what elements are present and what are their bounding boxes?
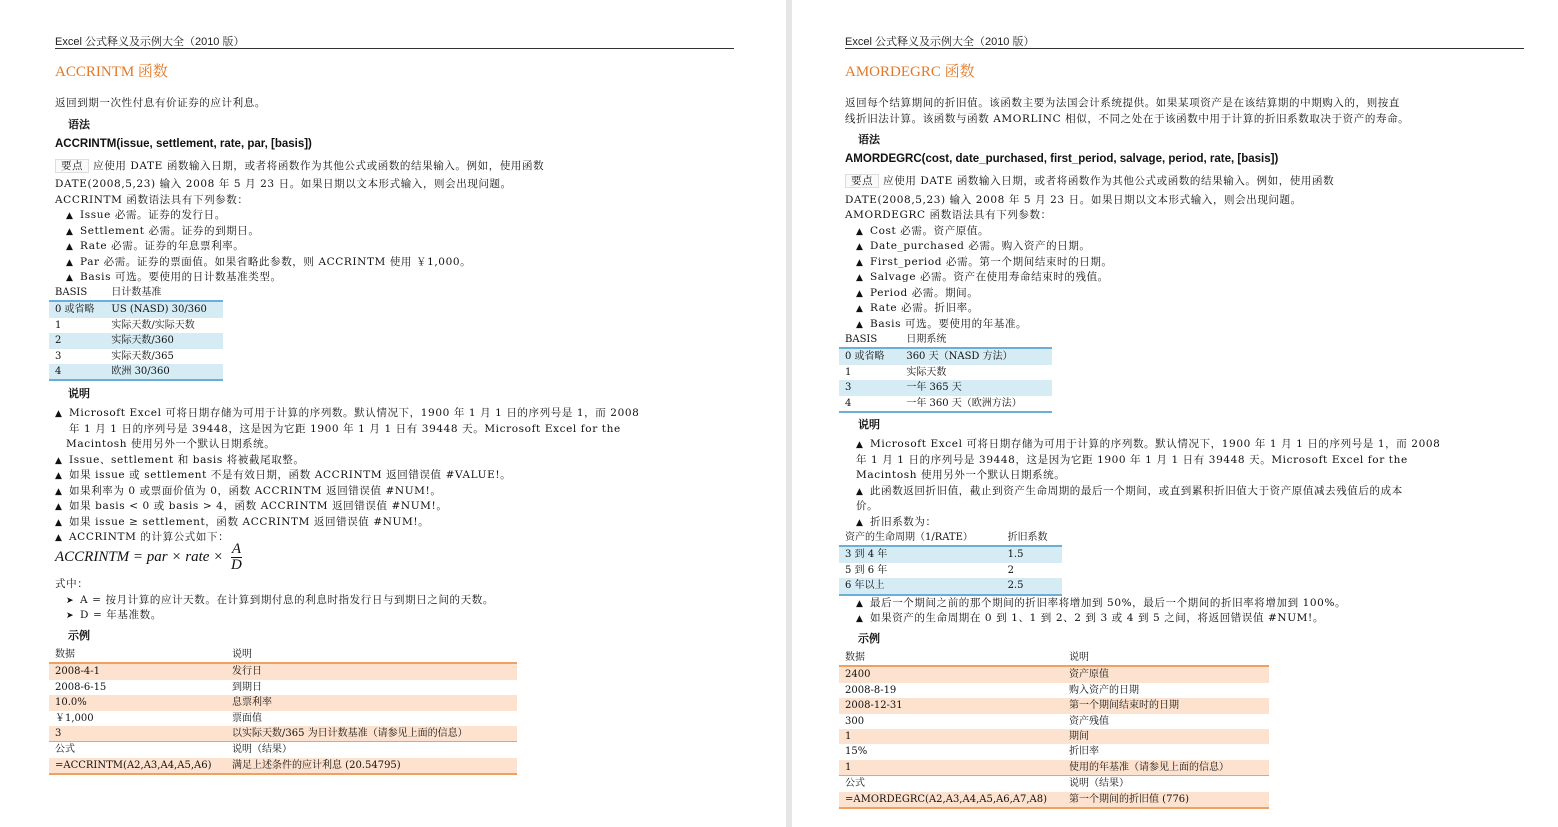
note-item-cont: 年 1 月 1 日的序列号是 39448，这是因为它距 1900 年 1 月 1 日有 39448 天。Microsoft Excel for the <box>856 454 1408 466</box>
table-row: 5 到 6 年 2 <box>845 564 1014 576</box>
note-item: ▲ Microsoft Excel 可将日期存储为可用于计算的序列数。默认情况下，1900 年 1 月 1 日的序列号是 1，而 2008 <box>55 407 640 419</box>
note-item-cont: Macintosh 使用另外一个默认日期系统。 <box>856 469 1066 481</box>
table-row: =AMORDEGRC(A2,A3,A4,A5,A6,A7,A8) 第一个期间的折旧值 (776) <box>839 792 1269 808</box>
table-row: 3 以实际天数/365 为日计数基准（请参见上面的信息） <box>49 726 517 742</box>
formula-denominator: D <box>231 557 242 573</box>
param-item: ▲ Date_purchased 必需。购入资产的日期。 <box>856 240 1091 252</box>
function-description: 返回到期一次性付息有价证券的应计利息。 <box>55 97 266 109</box>
function-description: 返回每个结算期间的折旧值。该函数主要为法国会计系统提供。如果某项资产是在该结算期的中期购入的，则按直 <box>845 97 1400 109</box>
table-row: 2 实际天数/360 <box>49 333 223 348</box>
table-header-cell: 折旧系数 <box>1002 530 1062 546</box>
function-title: AMORDEGRC 函数 <box>845 64 975 80</box>
table-subheader-row: 公式 说明（结果） <box>49 742 517 758</box>
tip-line-1 <box>845 173 1334 188</box>
table-row: =ACCRINTM(A2,A3,A4,A5,A6) 满足上述条件的应计利息 (20.54795) <box>49 758 517 774</box>
formula-numerator: A <box>231 541 242 557</box>
bullet-icon: ▲ <box>55 471 63 481</box>
table-row: 2008-4-1 发行日 <box>49 663 517 679</box>
where-item: ➤ D = 年基准数。 <box>66 609 162 621</box>
note-item: ▲ Microsoft Excel 可将日期存储为可用于计算的序列数。默认情况下，1900 年 1 月 1 日的序列号是 1，而 2008 <box>856 438 1441 450</box>
table-header-cell: 日期系统 <box>900 332 1052 348</box>
table-row: 15% 折旧率 <box>845 746 1099 758</box>
table-row: 2008-12-31 第一个期间结束时的日期 <box>839 698 1269 713</box>
table-row: 4 欧洲 30/360 <box>49 364 223 380</box>
bullet-icon: ▲ <box>856 440 864 450</box>
page-header: Excel 公式释义及示例大全（2010 版） <box>55 36 245 48</box>
param-item: ▲ Basis 可选。要使用的日计数基准类型。 <box>66 271 282 283</box>
table-row: 6 年以上 2.5 <box>839 578 1062 594</box>
tip-line-1 <box>55 158 544 173</box>
table-row: 3 实际天数/365 <box>55 350 174 362</box>
note-item: ▲ ACCRINTM 的计算公式如下： <box>55 531 230 543</box>
arrow-icon: ➤ <box>66 596 75 606</box>
table-row: 300 资产残值 <box>845 715 1109 727</box>
example-table <box>839 650 1269 809</box>
bullet-icon: ▲ <box>55 487 63 497</box>
bullet-icon: ▲ <box>66 227 74 237</box>
syntax-heading: 语法 <box>68 119 90 131</box>
tip-line-2: DATE(2008,5,23) 输入 2008 年 5 月 23 日。如果日期以文本形式输入，则会出现问题。 <box>55 178 512 190</box>
table-row: 0 或省略 360 天（NASD 方法） <box>839 348 1052 364</box>
note-item: ▲ 如果利率为 0 或票面价值为 0，函数 ACCRINTM 返回错误值 #NUM!。 <box>55 485 442 497</box>
syntax-heading: 语法 <box>858 134 880 146</box>
table-header-cell: 数据 <box>49 647 226 663</box>
tip-label: 要点 <box>55 159 89 173</box>
syntax-signature: ACCRINTM(issue, settlement, rate, par, [basis]) <box>55 138 312 150</box>
param-item: ▲ First_period 必需。第一个期间结束时的日期。 <box>856 256 1113 268</box>
table-row: 2400 资产原值 <box>839 666 1269 682</box>
param-item: ▲ Basis 可选。要使用的年基准。 <box>856 318 1028 330</box>
table-row: 3 一年 365 天 <box>839 380 1052 395</box>
note-item: ▲ 如果资产的生命周期在 0 到 1、1 到 2、2 到 3 或 4 到 5 之间，将返回错误值 #NUM!。 <box>856 612 1324 624</box>
page-header: Excel 公式释义及示例大全（2010 版） <box>845 36 1035 48</box>
formula <box>55 542 242 573</box>
bullet-icon: ▲ <box>856 304 864 314</box>
formula-fraction <box>231 542 242 573</box>
note-item: ▲ 如果 issue ≥ settlement，函数 ACCRINTM 返回错误值 #NUM!。 <box>55 516 430 528</box>
bullet-icon: ▲ <box>66 211 74 221</box>
bullet-icon: ▲ <box>856 273 864 283</box>
where-label: 式中： <box>55 578 89 590</box>
example-table <box>49 647 517 775</box>
param-item: ▲ Cost 必需。资产原值。 <box>856 225 990 237</box>
formula-lhs: ACCRINTM = par × rate × <box>55 548 224 565</box>
table-row: ￥1,000 票面值 <box>55 712 262 724</box>
table-header-cell: 说明 <box>226 647 517 663</box>
table-row: 1 实际天数/实际天数 <box>55 319 195 331</box>
table-header-cell: 日计数基准 <box>105 285 223 301</box>
bullet-icon: ▲ <box>856 289 864 299</box>
table-row: 0 或省略 US (NASD) 30/360 <box>49 301 223 317</box>
bullet-icon: ▲ <box>55 518 63 528</box>
header-rule <box>845 48 1524 49</box>
notes-heading: 说明 <box>858 419 880 431</box>
header-rule <box>55 48 734 49</box>
note-item: ▲ 最后一个期间之前的那个期间的折旧率将增加到 50%，最后一个期间的折旧率将增加到 100%。 <box>856 597 1347 609</box>
bullet-icon: ▲ <box>66 258 74 268</box>
param-item: ▲ Issue 必需。证券的发行日。 <box>66 209 226 221</box>
table-row: 4 一年 360 天（欧洲方法） <box>845 397 1022 409</box>
basis-table <box>49 285 223 381</box>
page-right <box>792 0 1558 827</box>
bullet-icon: ▲ <box>856 258 864 268</box>
table-header-cell: 说明 <box>1063 650 1269 666</box>
note-item: ▲ 如果 basis < 0 或 basis > 4，函数 ACCRINTM 返回错误值 #NUM!。 <box>55 500 448 512</box>
tip-text: 应使用 DATE 函数输入日期，或者将函数作为其他公式或函数的结果输入。例如，使用函数 <box>883 175 1335 187</box>
table-subheader-row: 公式 说明（结果） <box>839 776 1269 792</box>
basis-table <box>839 332 1052 413</box>
bullet-icon: ▲ <box>66 273 74 283</box>
bullet-icon: ▲ <box>856 599 864 609</box>
note-item-cont: Macintosh 使用另外一个默认日期系统。 <box>66 438 276 450</box>
table-row: 1 期间 <box>839 729 1269 744</box>
table-row: 2008-8-19 购入资产的日期 <box>845 684 1139 696</box>
table-header-cell: 资产的生命周期（1/RATE） <box>839 530 1002 546</box>
bullet-icon: ▲ <box>856 242 864 252</box>
table-row: 3 到 4 年 1.5 <box>839 546 1062 562</box>
table-row: 10.0% 息票利率 <box>49 695 517 710</box>
table-row: 1 使用的年基准（请参见上面的信息） <box>839 760 1269 776</box>
bullet-icon: ▲ <box>55 456 63 466</box>
param-item: ▲ Rate 必需。证券的年息票利率。 <box>66 240 245 252</box>
table-header-cell: 数据 <box>839 650 1063 666</box>
bullet-icon: ▲ <box>856 320 864 330</box>
tip-label: 要点 <box>845 174 879 188</box>
table-header-cell: BASIS <box>49 285 105 301</box>
arrow-icon: ➤ <box>66 611 75 621</box>
note-item: ▲ Issue、settlement 和 basis 将被截尾取整。 <box>55 454 305 466</box>
bullet-icon: ▲ <box>856 518 864 528</box>
note-item-cont: 年 1 月 1 日的序列号是 39448，这是因为它距 1900 年 1 月 1 日有 39448 天。Microsoft Excel for the <box>69 423 621 435</box>
where-item: ➤ A = 按月计算的应计天数。在计算到期付息的利息时指发行日与到期日之间的天数。 <box>66 594 494 606</box>
coefficient-table <box>839 530 1062 596</box>
bullet-icon: ▲ <box>856 487 864 497</box>
note-item-cont: 价。 <box>856 500 879 512</box>
note-item: ▲ 此函数返回折旧值，截止到资产生命周期的最后一个期间，或直到累积折旧值大于资产原值减去残值后的成本 <box>856 485 1403 497</box>
bullet-icon: ▲ <box>856 614 864 624</box>
bullet-icon: ▲ <box>55 502 63 512</box>
notes-heading: 说明 <box>68 388 90 400</box>
bullet-icon: ▲ <box>55 409 63 419</box>
param-item: ▲ Settlement 必需。证券的到期日。 <box>66 225 260 237</box>
function-title: ACCRINTM 函数 <box>55 64 168 80</box>
table-row: 1 实际天数 <box>845 366 947 378</box>
function-description-cont: 线折旧法计算。该函数与函数 AMORLINC 相似，不同之处在于该函数中用于计算的折旧系数取决于资产的寿命。 <box>845 113 1410 125</box>
params-intro: ACCRINTM 函数语法具有下列参数： <box>55 194 249 206</box>
param-item: ▲ Period 必需。期间。 <box>856 287 979 299</box>
param-item: ▲ Par 必需。证券的票面值。如果省略此参数，则 ACCRINTM 使用 ￥1,000。 <box>66 256 472 268</box>
syntax-signature: AMORDEGRC(cost, date_purchased, first_period, salvage, period, rate, [basis]) <box>845 153 1279 165</box>
bullet-icon: ▲ <box>856 227 864 237</box>
params-intro: AMORDEGRC 函数语法具有下列参数： <box>845 209 1052 221</box>
note-item: ▲ 折旧系数为： <box>856 516 937 528</box>
tip-text: 应使用 DATE 函数输入日期，或者将函数作为其他公式或函数的结果输入。例如，使用函数 <box>93 160 545 172</box>
tip-line-2: DATE(2008,5,23) 输入 2008 年 5 月 23 日。如果日期以文本形式输入，则会出现问题。 <box>845 194 1302 206</box>
example-heading: 示例 <box>858 633 880 645</box>
param-item: ▲ Salvage 必需。资产在使用寿命结束时的残值。 <box>856 271 1109 283</box>
table-header-cell: BASIS <box>839 332 900 348</box>
table-row: 2008-6-15 到期日 <box>55 681 262 693</box>
note-item: ▲ 如果 issue 或 settlement 不是有效日期，函数 ACCRINTM 返回错误值 #VALUE!。 <box>55 469 512 481</box>
example-heading: 示例 <box>68 630 90 642</box>
bullet-icon: ▲ <box>66 242 74 252</box>
bullet-icon: ▲ <box>55 533 63 543</box>
param-item: ▲ Rate 必需。折旧率。 <box>856 302 979 314</box>
